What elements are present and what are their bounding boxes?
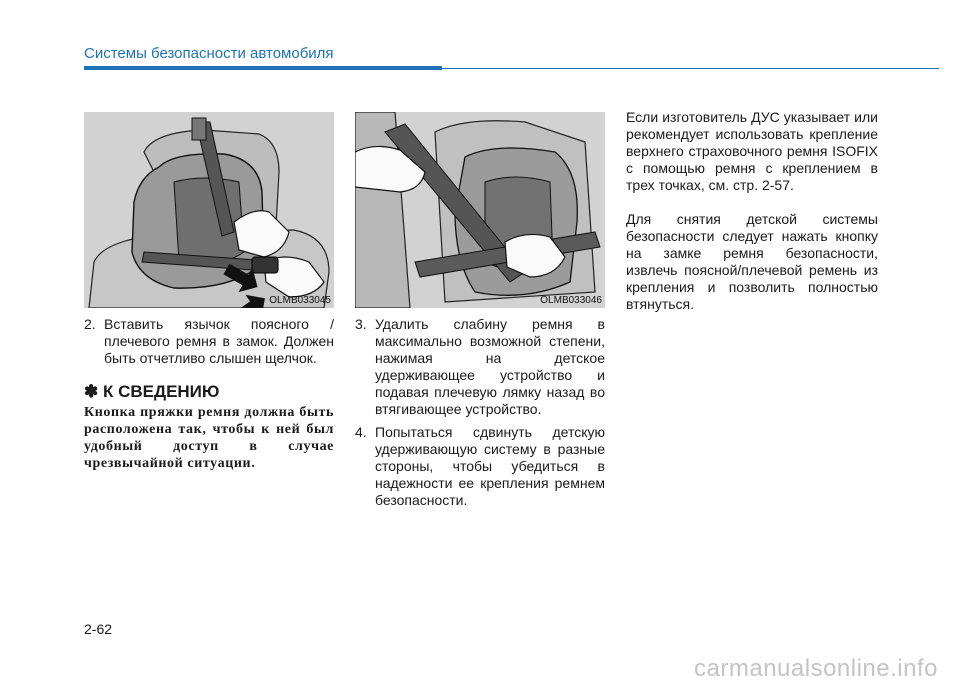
step-text: Удалить слабину ремня в максимально возможной степени, нажимая на детское удерживающее устройство и подавая плечевую лямку назад во втягивающее устройство. (375, 316, 605, 417)
step-number: 4. (355, 424, 367, 440)
figure-tighten-belt (355, 112, 605, 308)
column-2 (355, 316, 605, 515)
step-text: Попытаться сдвинуть детскую удерживающую систему в разные стороны, чтобы убедиться в надежности ее крепления ремнем безопасности. (375, 424, 605, 508)
figure-label: OLMB033045 (269, 295, 331, 306)
figure-label: OLMB033046 (540, 295, 602, 306)
illustration-tighten (355, 112, 605, 308)
column-1 (84, 316, 334, 472)
header-bar-thin (442, 68, 939, 70)
column-3 (626, 109, 878, 330)
paragraph-removal: Для снятия детской системы безопасности следует нажать кнопку на замке ремня безопасности, извлечь поясной/плечевой ремень из крепления и позволить полностью втянуться. (626, 211, 878, 312)
step-text: Вставить язычок поясного / плечевого ремня в замок. Должен быть отчетливо слышен щелчок. (104, 316, 334, 366)
header-title: Системы безопасности автомобиля (84, 45, 334, 62)
figure-buckle-belt (84, 112, 334, 308)
step-2 (84, 316, 334, 367)
step-3 (355, 316, 605, 418)
step-number: 2. (84, 316, 96, 332)
note-body: Кнопка пряжки ремня должна быть расположена так, чтобы к ней был удобный доступ в случае чрезвычайной ситуации. (84, 405, 334, 471)
paragraph-isofix: Если изготовитель ДУС указывает или рекомендует использовать крепление верхнего страховочного ремня ISOFIX с помощью ремня с креплением в трех точках, см. стр. 2-57. (626, 109, 878, 193)
watermark: carmanualsonline.info (694, 655, 938, 682)
header-bar-thick (84, 66, 442, 70)
note-heading: ✽ К СВЕДЕНИЮ (84, 382, 220, 401)
page-number: 2-62 (84, 621, 113, 637)
illustration-buckle (84, 112, 334, 308)
step-number: 3. (355, 316, 367, 332)
step-4 (355, 424, 605, 509)
